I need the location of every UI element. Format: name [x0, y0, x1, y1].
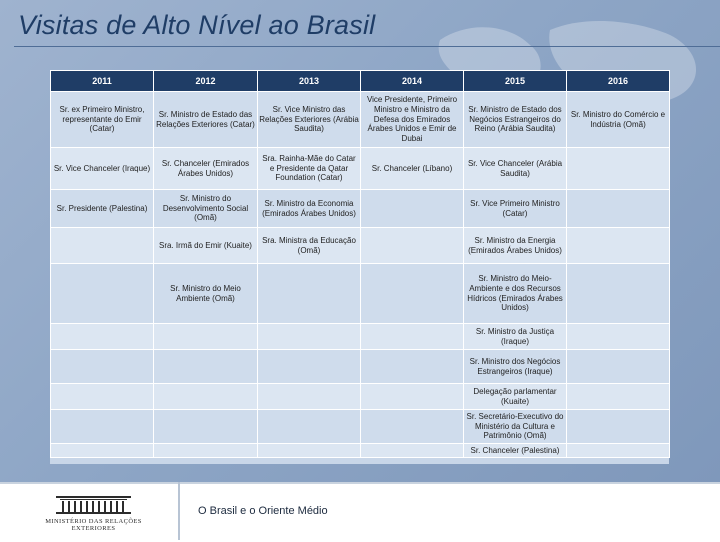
ministry-logo: [26, 494, 161, 530]
table-row: [51, 92, 670, 148]
visit-cell: [154, 324, 258, 350]
visit-cell: Vice Presidente, Primeiro Ministro e Ministro da Defesa dos Emirados Árabes Unidos e Emir de Dubai: [361, 92, 464, 148]
visit-cell: [51, 384, 154, 410]
visit-cell: Sra. Ministra da Educação (Omã): [258, 228, 361, 264]
visit-cell: [567, 190, 670, 228]
visit-cell: Sra. Irmã do Emir (Kuaite): [154, 228, 258, 264]
visit-cell: [567, 410, 670, 444]
visit-cell: Sr. Vice Primeiro Ministro (Catar): [464, 190, 567, 228]
visit-cell: Sr. Ministro do Comércio e Indústria (Omã): [567, 92, 670, 148]
year-header: 2011: [51, 71, 154, 92]
visit-cell: [258, 264, 361, 324]
visit-cell: [258, 384, 361, 410]
visit-cell: [258, 410, 361, 444]
visit-cell: [361, 190, 464, 228]
visit-cell: Sr. Ministro do Desenvolvimento Social (Omã): [154, 190, 258, 228]
title-divider: [14, 46, 720, 47]
visit-cell: [154, 444, 258, 458]
visit-cell: [567, 324, 670, 350]
slide-title: Visitas de Alto Nível ao Brasil: [18, 10, 376, 40]
visit-cell: Sr. Vice Chanceler (Iraque): [51, 148, 154, 190]
ministry-logo-text: MINISTÉRIO DAS RELAÇÕES EXTERIORES: [45, 518, 142, 532]
table-row: [51, 444, 670, 458]
visit-cell: Sr. Ministro da Energia (Emirados Árabes Unidos): [464, 228, 567, 264]
visit-cell: [51, 444, 154, 458]
visit-cell: Sr. Chanceler (Emirados Árabes Unidos): [154, 148, 258, 190]
visit-cell: [154, 350, 258, 384]
table-row: [51, 350, 670, 384]
building-columns-icon: [26, 494, 161, 516]
visit-cell: [51, 228, 154, 264]
visit-cell: Sr. Ministro de Estado das Relações Exteriores (Catar): [154, 92, 258, 148]
visit-cell: Sr. Ministro dos Negócios Estrangeiros (Iraque): [464, 350, 567, 384]
visit-cell: [361, 228, 464, 264]
visit-cell: [361, 384, 464, 410]
visit-cell: [567, 148, 670, 190]
visit-cell: Sr. Vice Ministro das Relações Exteriores (Arábia Saudita): [258, 92, 361, 148]
table-row: [51, 228, 670, 264]
table-row: [51, 264, 670, 324]
visit-cell: [361, 264, 464, 324]
visit-cell: Sr. Secretário-Executivo do Ministério da Cultura e Patrimônio (Omã): [464, 410, 567, 444]
footer-divider: [178, 482, 180, 540]
visit-cell: Delegação parlamentar (Kuaite): [464, 384, 567, 410]
year-header: 2015: [464, 71, 567, 92]
visit-cell: Sr. Ministro de Estado dos Negócios Estrangeiros do Reino (Arábia Saudita): [464, 92, 567, 148]
table-row: [51, 384, 670, 410]
visit-cell: [567, 384, 670, 410]
year-header: 2016: [567, 71, 670, 92]
visit-cell: [361, 444, 464, 458]
visit-cell: [258, 350, 361, 384]
year-header: 2014: [361, 71, 464, 92]
visit-cell: [567, 444, 670, 458]
visit-cell: [567, 350, 670, 384]
visit-cell: Sr. Chanceler (Líbano): [361, 148, 464, 190]
visit-cell: Sr. Ministro do Meio-Ambiente e dos Recursos Hídricos (Emirados Árabes Unidos): [464, 264, 567, 324]
visits-table: [50, 70, 670, 458]
visit-cell: [154, 384, 258, 410]
visit-cell: [51, 350, 154, 384]
visit-cell: [51, 410, 154, 444]
visit-cell: [361, 410, 464, 444]
year-header: 2012: [154, 71, 258, 92]
visit-cell: [258, 324, 361, 350]
visits-table-container: [50, 70, 669, 464]
table-row: [51, 324, 670, 350]
visit-cell: Sr. Ministro da Justiça (Iraque): [464, 324, 567, 350]
visit-cell: Sr. Vice Chanceler (Arábia Saudita): [464, 148, 567, 190]
visit-cell: [51, 324, 154, 350]
visit-cell: [361, 350, 464, 384]
table-row: [51, 190, 670, 228]
year-header: 2013: [258, 71, 361, 92]
visit-cell: [567, 228, 670, 264]
visit-cell: [51, 264, 154, 324]
visit-cell: Sr. Ministro do Meio Ambiente (Omã): [154, 264, 258, 324]
visit-cell: [154, 410, 258, 444]
table-row: [51, 148, 670, 190]
visit-cell: Sr. ex Primeiro Ministro, representante do Emir (Catar): [51, 92, 154, 148]
visit-cell: [567, 264, 670, 324]
visit-cell: Sr. Ministro da Economia (Emirados Árabes Unidos): [258, 190, 361, 228]
visit-cell: [258, 444, 361, 458]
visit-cell: Sr. Presidente (Palestina): [51, 190, 154, 228]
table-row: [51, 410, 670, 444]
visit-cell: [361, 324, 464, 350]
footer-subtitle: O Brasil e o Oriente Médio: [198, 505, 328, 517]
visit-cell: Sr. Chanceler (Palestina): [464, 444, 567, 458]
visit-cell: Sra. Rainha-Mãe do Catar e Presidente da Qatar Foundation (Catar): [258, 148, 361, 190]
table-header-row: [51, 71, 670, 92]
